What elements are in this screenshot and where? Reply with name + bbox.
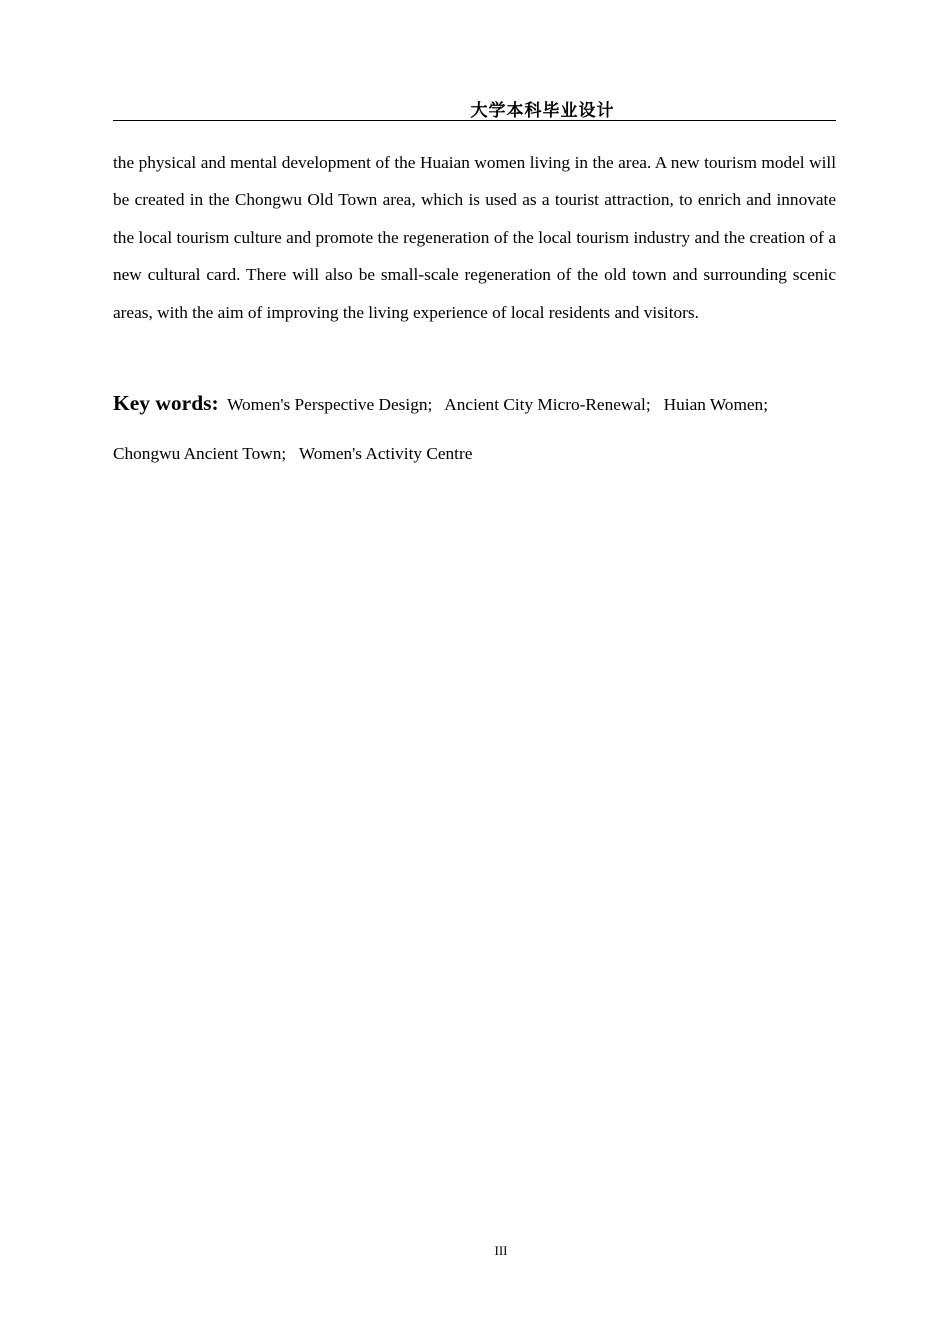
page-header <box>113 94 836 121</box>
page-number: III <box>494 1243 508 1258</box>
keywords-section <box>113 379 836 478</box>
header-title: 大学本科毕业设计 <box>470 101 615 121</box>
keyword-item: Women's Activity Centre <box>298 444 473 463</box>
keyword-item: Women's Perspective Design; <box>227 395 433 414</box>
keyword-item: Huian Women; <box>663 395 769 414</box>
abstract-paragraph: the physical and mental development of the Huaian women living in the area. A new tourism model will be created in the Chongwu Old Town area, which is used as a tourist attraction, to enrich and innovate the local tourism culture and promote the regeneration of the local tourism industry and the creation of a new cultural card. There will also be small-scale regeneration of the old town and surrounding scenic areas, with the aim of improving the living experience of local residents and visitors. <box>113 153 836 322</box>
keyword-item: Chongwu Ancient Town; <box>113 444 287 463</box>
keywords-label: Key words: <box>113 391 219 415</box>
keyword-item: Ancient City Micro-Renewal; <box>444 395 651 414</box>
